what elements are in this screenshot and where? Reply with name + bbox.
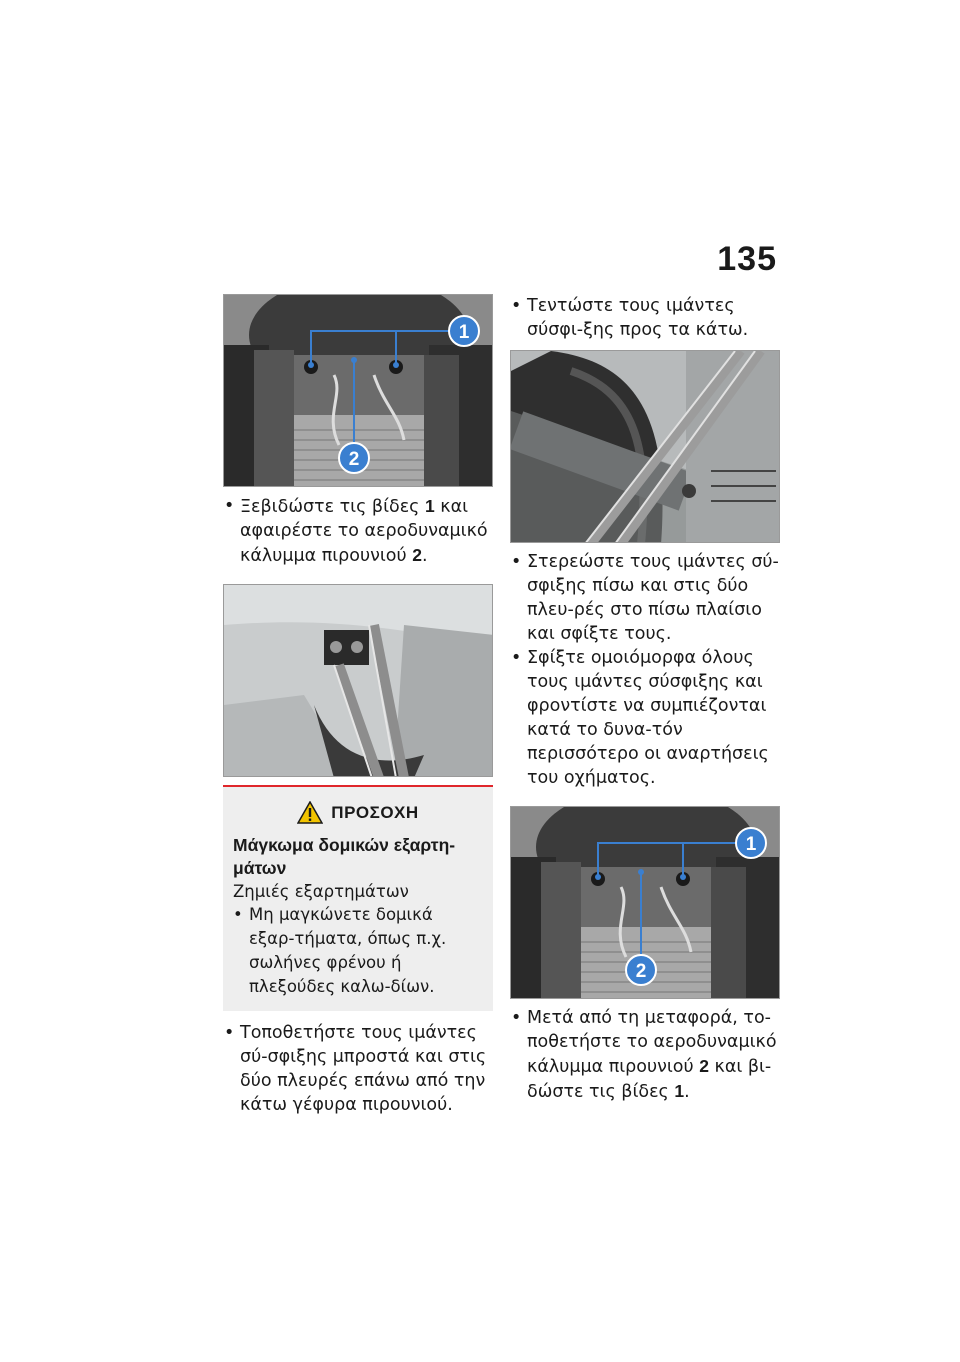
photo-straps-rear — [510, 350, 780, 543]
photo-straps-front — [223, 584, 493, 777]
bullet-icon: • — [224, 1023, 235, 1043]
ref-cover-2: 2 — [699, 1056, 709, 1076]
bullet-icon: • — [511, 296, 522, 316]
bullet-icon: • — [224, 496, 235, 516]
warning-header — [233, 801, 483, 824]
step-tighten-evenly: • Σφίξτε ομοιόμορφα όλους τους ιμάντες σύσφιξης και φροντίστε να συμπιέζονται κατά το δυνα-τόν περισσότερο οι αναρτήσεις του οχήματος. — [511, 648, 769, 788]
bullet-icon: • — [233, 905, 243, 924]
photo-fork-cover-refit — [510, 806, 780, 999]
warning-subject: Μάγκωμα δομικών εξαρτη-μάτων — [233, 835, 456, 878]
ref-screws-1: 1 — [425, 496, 435, 516]
ref-cover-2: 2 — [412, 545, 422, 565]
step-attach-front-straps: • Τοποθετήστε τους ιμάντες σύ-σφιξης μπροστά και στις δύο πλευρές επάνω από την κάτω γέφυρα πιρουνιού. — [224, 1023, 487, 1115]
page-number: 135 — [717, 240, 777, 278]
photo-fork-cover — [223, 294, 493, 487]
left-column — [223, 294, 493, 1117]
callout-1-label: 1 — [458, 322, 470, 343]
ref-screws-1: 1 — [674, 1081, 685, 1101]
warning-instruction: • Μη μαγκώνετε δομικά εξαρ-τήματα, όπως π.χ. σωλήνες φρένου ή πλεξούδες καλω-δίων. — [233, 905, 447, 996]
step-fasten-rear-straps: • Στερεώστε τους ιμάντες σύ-σφιξης πίσω και στις δύο πλευ-ρές στο πίσω πλαίσιο και σφίξτε τους. — [511, 552, 779, 644]
bullet-icon: • — [511, 552, 522, 572]
warning-consequence: Ζημιές εξαρτημάτων — [233, 882, 409, 901]
warning-box — [223, 785, 493, 1011]
bullet-icon: • — [511, 648, 522, 668]
callout-2-label: 2 — [348, 449, 360, 470]
step-refit-cover: • Μετά από τη μεταφορά, το-ποθετήστε το αεροδυναμικό κάλυμμα πιρουνιού 2 και βι-δώστε τις βίδες 1. — [511, 1008, 777, 1102]
bullet-icon: • — [511, 1008, 522, 1028]
step-remove-cover: • Ξεβιδώστε τις βίδες 1 και αφαιρέστε το αεροδυναμικό κάλυμμα πιρουνιού 2. — [224, 496, 488, 566]
warning-title: ΠΡΟΣΟΧΗ — [331, 802, 419, 822]
right-column — [510, 294, 780, 1104]
callout-2-label: 2 — [635, 961, 647, 982]
callout-1-label: 1 — [745, 834, 757, 855]
warning-triangle-icon — [297, 801, 323, 824]
step-tension-straps: • Τεντώστε τους ιμάντες σύσφι-ξης προς τα κάτω. — [511, 296, 749, 340]
